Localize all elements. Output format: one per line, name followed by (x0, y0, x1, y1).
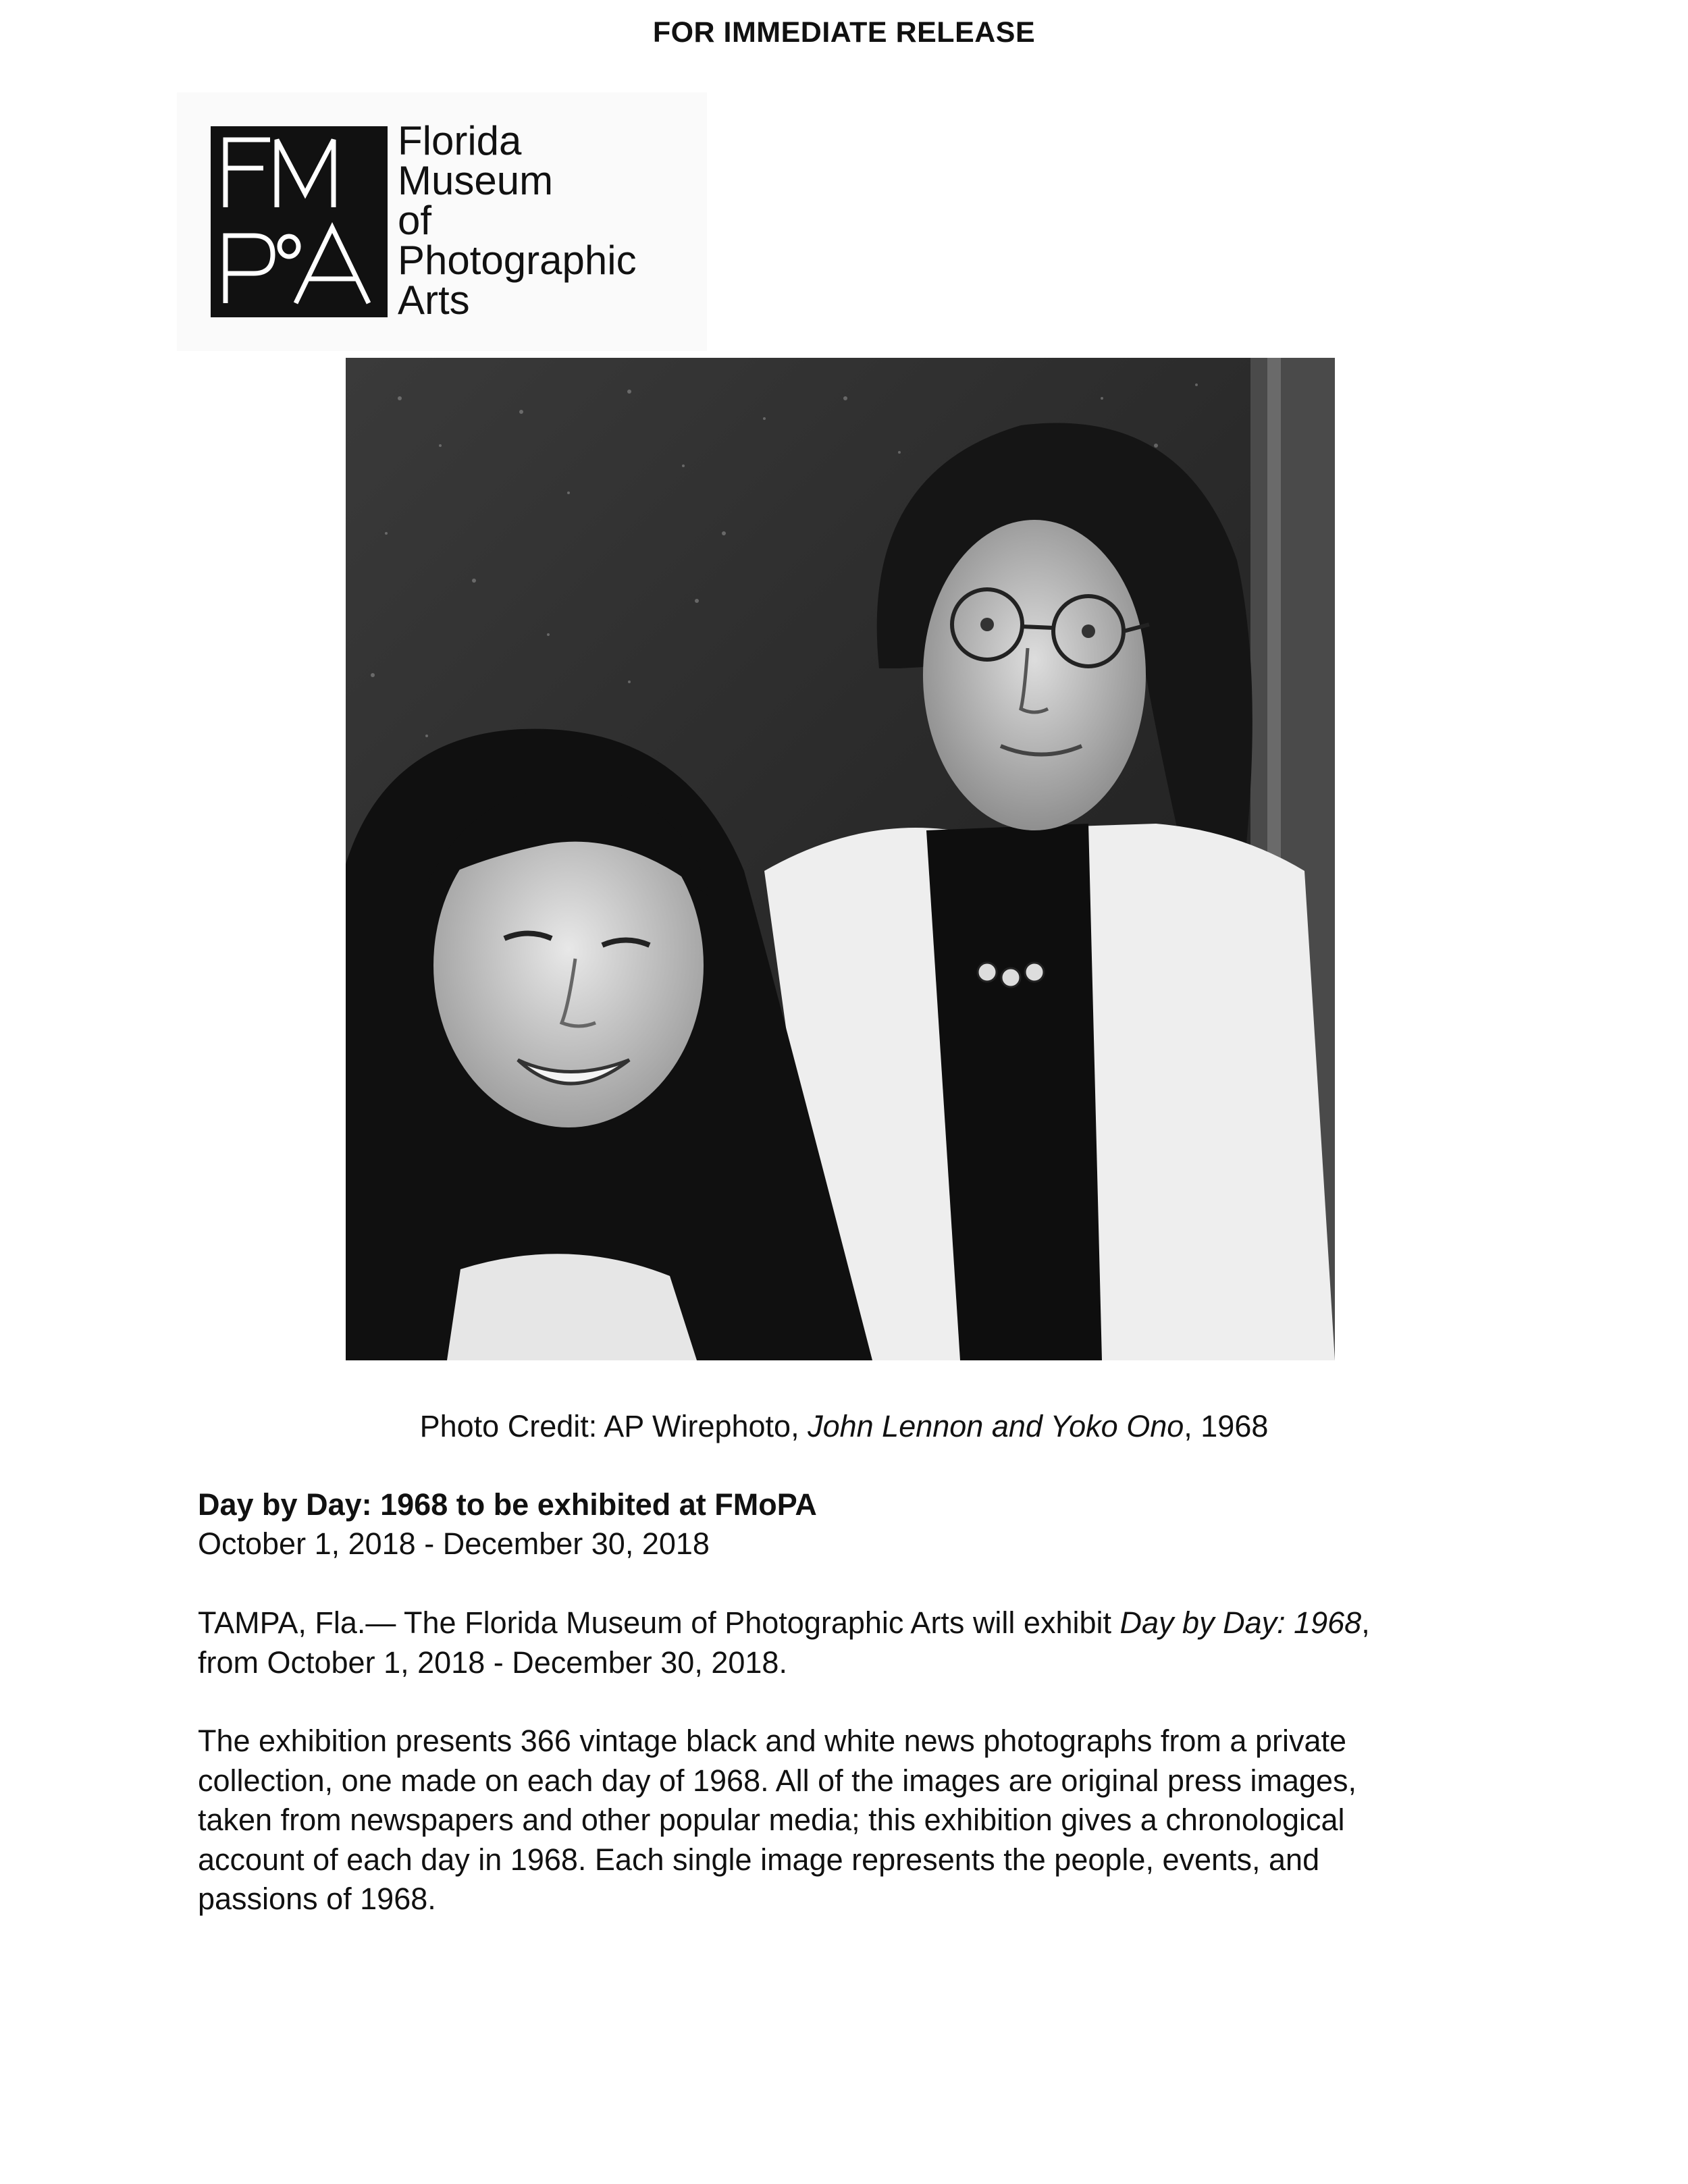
logo-name-line: Arts (398, 277, 470, 323)
description-line: The exhibition presents 366 vintage black and white news photographs from a private (198, 1724, 1347, 1758)
photo-john-lennon-yoko-ono (346, 358, 1335, 1360)
logo-name-line: Florida (398, 118, 522, 163)
caption-year: , 1968 (1184, 1409, 1269, 1443)
intro-text: TAMPA, Fla.— The Florida Museum of Photographic Arts will exhibit (198, 1605, 1120, 1640)
logo-name-line: Photographic (398, 238, 637, 283)
intro-comma: , (1361, 1605, 1370, 1640)
press-photo (346, 358, 1335, 1360)
logo-museum-name (398, 118, 637, 323)
description-paragraph (198, 1722, 1521, 1919)
intro-line-2: from October 1, 2018 - December 30, 2018. (198, 1645, 787, 1680)
photo-caption (0, 1408, 1688, 1445)
fmopa-logo-mark (211, 126, 388, 317)
logo-name-line: Museum (398, 158, 554, 203)
description-line: account of each day in 1968. Each single image represents the people, events, and (198, 1842, 1320, 1877)
caption-title: John Lennon and Yoko Ono (808, 1409, 1184, 1443)
intro-paragraph (198, 1603, 1521, 1682)
logo-name-line: of (398, 198, 432, 243)
description-line: taken from newspapers and other popular media; this exhibition gives a chronological (198, 1803, 1345, 1837)
article-headline: Day by Day: 1968 to be exhibited at FMoPA (198, 1487, 817, 1522)
release-label: FOR IMMEDIATE RELEASE (652, 16, 1036, 49)
description-line: passions of 1968. (198, 1882, 436, 1916)
description-line: collection, one made on each day of 1968. All of the images are original press images, (198, 1763, 1357, 1798)
intro-line-1 (198, 1603, 1521, 1643)
caption-credit: Photo Credit: AP Wirephoto, (419, 1409, 808, 1443)
exhibition-title: Day by Day: 1968 (1119, 1605, 1362, 1640)
exhibition-dates: October 1, 2018 - December 30, 2018 (198, 1526, 710, 1561)
fmopa-logo (177, 92, 707, 351)
